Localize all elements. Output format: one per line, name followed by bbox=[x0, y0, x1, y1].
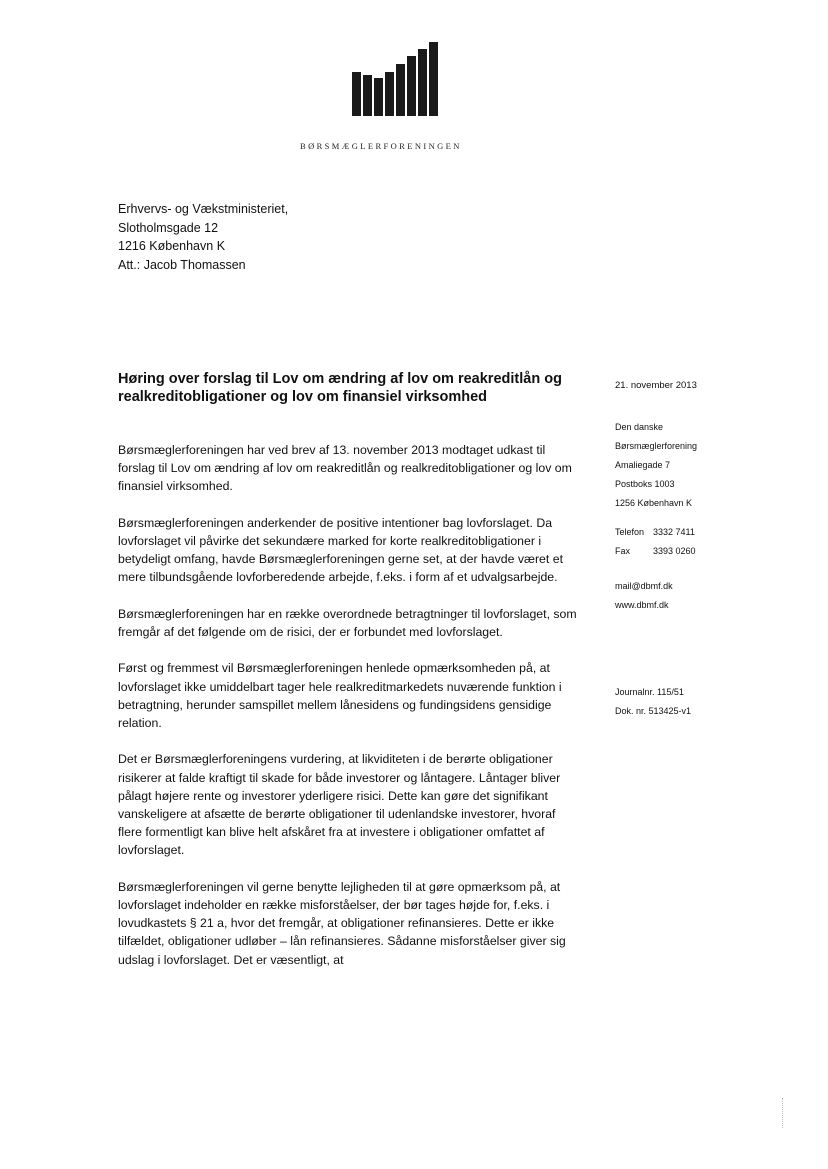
journal-number: Journalnr. 115/51 bbox=[615, 687, 684, 697]
sender-sidebar bbox=[615, 380, 805, 721]
document-number: Dok. nr. 513425-v1 bbox=[615, 706, 692, 716]
sender-line: Den danske bbox=[615, 422, 664, 432]
address-line: 1216 København K bbox=[118, 239, 226, 253]
letter-body bbox=[118, 441, 578, 987]
body-paragraph: Børsmæglerforeningen har en række overordnede betragtninger til lovforslaget, som fremgår af det følgende om de risici, der er forbundet med lovforslaget. bbox=[118, 606, 577, 639]
body-paragraph: Det er Børsmæglerforeningens vurdering, at likviditeten i de berørte obligationer risikerer at falde kraftigt til skade for både investorer og låntagere. Låntager bliver pålagt højere rente og investorer yderligere risici. Dette kan gøre det signifikant vanskeligere at afsætte de berørte obligationer til udenlandske investorer, hvoraf flere formentligt kan blive helt afskåret fra at investere i obligationer omfattet af lovforslaget. bbox=[118, 752, 561, 858]
scan-mark bbox=[782, 1098, 784, 1128]
body-paragraph: Børsmæglerforeningen vil gerne benytte lejligheden til at gøre opmærksom på, at lovforslaget indeholder en række misforståelser, der bør tages højde for, f.eks. i lovudkastets § 21 a, hvor det fremgår, at obligationer refinansieres. Dette er ikke tilfældet, obligationer udløber – lån refinansieres. Sådanne misforståelser giver sig udslag i lovforslaget. Det er væsentligt, at bbox=[118, 879, 566, 967]
sender-line: Børsmæglerforening bbox=[615, 441, 698, 451]
phone-row bbox=[615, 523, 805, 542]
logo-icon bbox=[352, 42, 444, 120]
phone-label: Telefon bbox=[615, 527, 645, 537]
body-paragraph: Først og fremmest vil Børsmæglerforeningen henlede opmærksomheden på, at lovforslaget ikke umiddelbart tager hele realkreditmarkedets nuværende funktion i betragtning, herunder samspillet mellem lånesidens og fundingsidens gensidige relation. bbox=[118, 661, 562, 730]
letter-date: 21. november 2013 bbox=[615, 380, 697, 391]
address-line: Erhvervs- og Vækstministeriet, bbox=[118, 202, 289, 216]
fax-row bbox=[615, 542, 805, 561]
letter-subject: Høring over forslag til Lov om ændring af lov om reakreditlån og realkreditobligationer og lov om finansiel virksomhed bbox=[118, 371, 562, 405]
phone-number: 3332 7411 bbox=[653, 527, 695, 537]
fax-label: Fax bbox=[615, 546, 631, 556]
website-link[interactable]: www.dbmf.dk bbox=[615, 600, 669, 610]
body-paragraph: Børsmæglerforeningen har ved brev af 13. november 2013 modtaget udkast til forslag til Lov om ændring af lov om reakreditlån og realkreditobligationer og lov om finansiel virksomhed. bbox=[118, 443, 572, 494]
email-link[interactable]: mail@dbmf.dk bbox=[615, 581, 673, 591]
organization-name: BØRSMÆGLERFORENINGEN bbox=[300, 141, 462, 151]
address-line: Slotholmsgade 12 bbox=[118, 220, 219, 235]
recipient-address bbox=[118, 200, 288, 274]
fax-number: 3393 0260 bbox=[653, 546, 696, 556]
sender-line: 1256 København K bbox=[615, 498, 693, 508]
body-paragraph: Børsmæglerforeningen anderkender de positive intentioner bag lovforslaget. Da lovforslaget vil påvirke det sekundære marked for korte realkreditobligationer i betydeligt omfang, havde Børsmæglerforeningen gerne set, at der havde været et mere tilbundsgående lovforberedende arbejde, f.eks. i form af et udvalgsarbejde. bbox=[118, 515, 563, 585]
sender-line: Postboks 1003 bbox=[615, 479, 675, 489]
address-line: Att.: Jacob Thomassen bbox=[118, 257, 246, 272]
sender-line: Amaliegade 7 bbox=[615, 460, 671, 470]
